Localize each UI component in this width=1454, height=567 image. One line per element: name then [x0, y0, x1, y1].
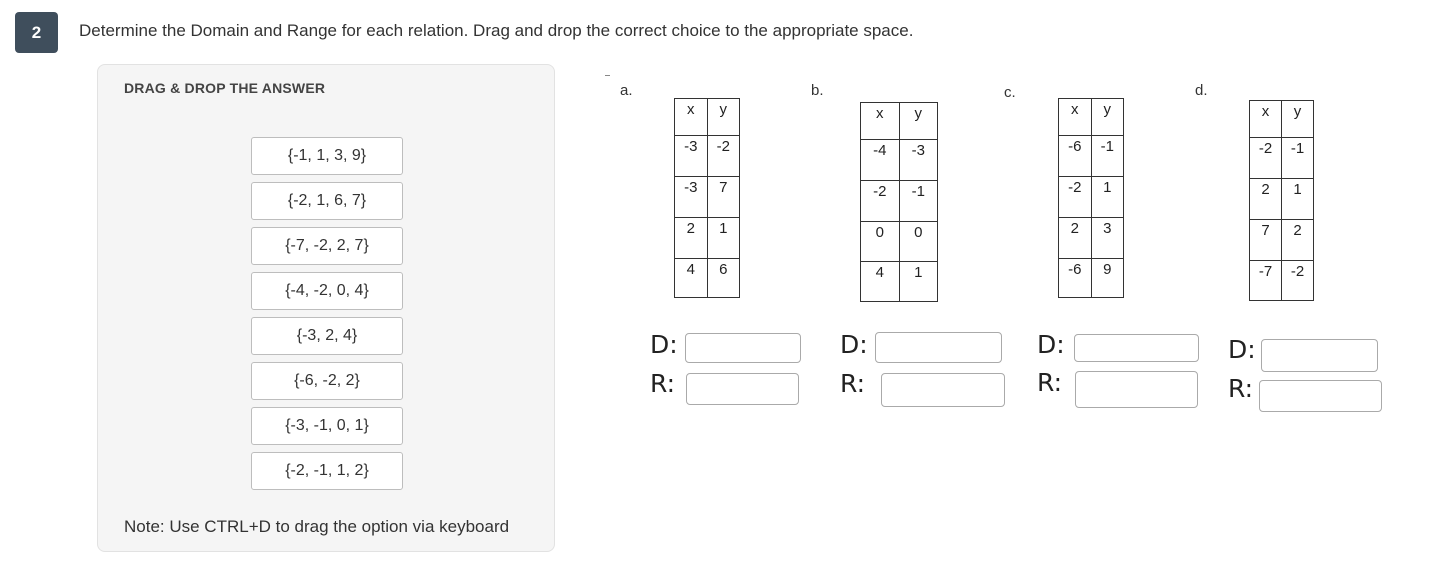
table-cell: -1 [1282, 138, 1314, 179]
table-cell: 2 [1250, 179, 1282, 220]
table-header-y: y [899, 103, 938, 140]
table-cell: -6 [1059, 136, 1092, 177]
relation-b-table [860, 102, 938, 302]
table-cell: 3 [1091, 218, 1124, 259]
domain-label: D: [650, 330, 678, 359]
table-cell: -7 [1250, 261, 1282, 301]
table-header-y: y [707, 99, 740, 136]
range-drop-zone-b[interactable] [881, 373, 1005, 407]
table-cell: -3 [675, 136, 708, 177]
domain-label: D: [840, 330, 868, 359]
table-header-y: y [1282, 101, 1314, 138]
table-cell: 4 [861, 262, 900, 302]
table-cell: 7 [707, 177, 740, 218]
table-cell: 9 [1091, 259, 1124, 298]
answer-choice[interactable]: {-2, -1, 1, 2} [251, 452, 403, 490]
table-cell: 1 [899, 262, 938, 302]
relation-c-letter: c. [1004, 84, 1016, 101]
answer-choice[interactable]: {-2, 1, 6, 7} [251, 182, 403, 220]
relation-d-table [1249, 100, 1314, 301]
domain-label: D: [1037, 330, 1065, 359]
relation-a-table [674, 98, 740, 298]
divider-mark [605, 75, 610, 76]
answer-choice[interactable]: {-3, 2, 4} [251, 317, 403, 355]
domain-drop-zone-c[interactable] [1074, 334, 1199, 362]
range-label: R: [1228, 374, 1254, 403]
table-cell: 1 [1091, 177, 1124, 218]
domain-drop-zone-a[interactable] [685, 333, 801, 363]
table-cell: -2 [861, 181, 900, 222]
answer-choice[interactable]: {-4, -2, 0, 4} [251, 272, 403, 310]
table-cell: -2 [1059, 177, 1092, 218]
question-prompt: Determine the Domain and Range for each relation. Drag and drop the correct choice to the appropriate space. [79, 21, 914, 40]
table-cell: 1 [1282, 179, 1314, 220]
answer-choice[interactable]: {-7, -2, 2, 7} [251, 227, 403, 265]
table-cell: -3 [899, 140, 938, 181]
answer-choice[interactable]: {-6, -2, 2} [251, 362, 403, 400]
relation-b-letter: b. [811, 82, 824, 99]
range-label: R: [840, 369, 866, 398]
table-cell: -2 [1282, 261, 1314, 301]
domain-drop-zone-d[interactable] [1261, 339, 1378, 372]
range-drop-zone-d[interactable] [1259, 380, 1382, 412]
table-cell: -4 [861, 140, 900, 181]
answer-choice[interactable]: {-1, 1, 3, 9} [251, 137, 403, 175]
table-cell: 4 [675, 259, 708, 298]
table-cell: 2 [1282, 220, 1314, 261]
table-header-x: x [675, 99, 708, 136]
table-cell: 0 [899, 222, 938, 262]
relation-d-letter: d. [1195, 82, 1208, 99]
relation-c-table [1058, 98, 1124, 298]
table-header-y: y [1091, 99, 1124, 136]
table-header-x: x [861, 103, 900, 140]
table-cell: 1 [707, 218, 740, 259]
table-header-x: x [1250, 101, 1282, 138]
domain-drop-zone-b[interactable] [875, 332, 1002, 363]
range-drop-zone-c[interactable] [1075, 371, 1198, 408]
range-label: R: [650, 369, 676, 398]
table-cell: 6 [707, 259, 740, 298]
domain-label: D: [1228, 335, 1256, 364]
table-cell: 2 [675, 218, 708, 259]
table-cell: 0 [861, 222, 900, 262]
table-cell: -2 [707, 136, 740, 177]
question-number-badge: 2 [15, 12, 58, 53]
table-cell: -6 [1059, 259, 1092, 298]
table-header-x: x [1059, 99, 1092, 136]
answer-choice[interactable]: {-3, -1, 0, 1} [251, 407, 403, 445]
table-cell: 7 [1250, 220, 1282, 261]
keyboard-hint-note: Note: Use CTRL+D to drag the option via keyboard [124, 517, 510, 536]
range-drop-zone-a[interactable] [686, 373, 799, 405]
table-cell: -2 [1250, 138, 1282, 179]
table-cell: -3 [675, 177, 708, 218]
relation-a-letter: a. [620, 82, 633, 99]
table-cell: 2 [1059, 218, 1092, 259]
table-cell: -1 [1091, 136, 1124, 177]
answer-bank-panel [97, 64, 555, 552]
range-label: R: [1037, 368, 1063, 397]
answer-bank-title: DRAG & DROP THE ANSWER [124, 80, 326, 96]
table-cell: -1 [899, 181, 938, 222]
